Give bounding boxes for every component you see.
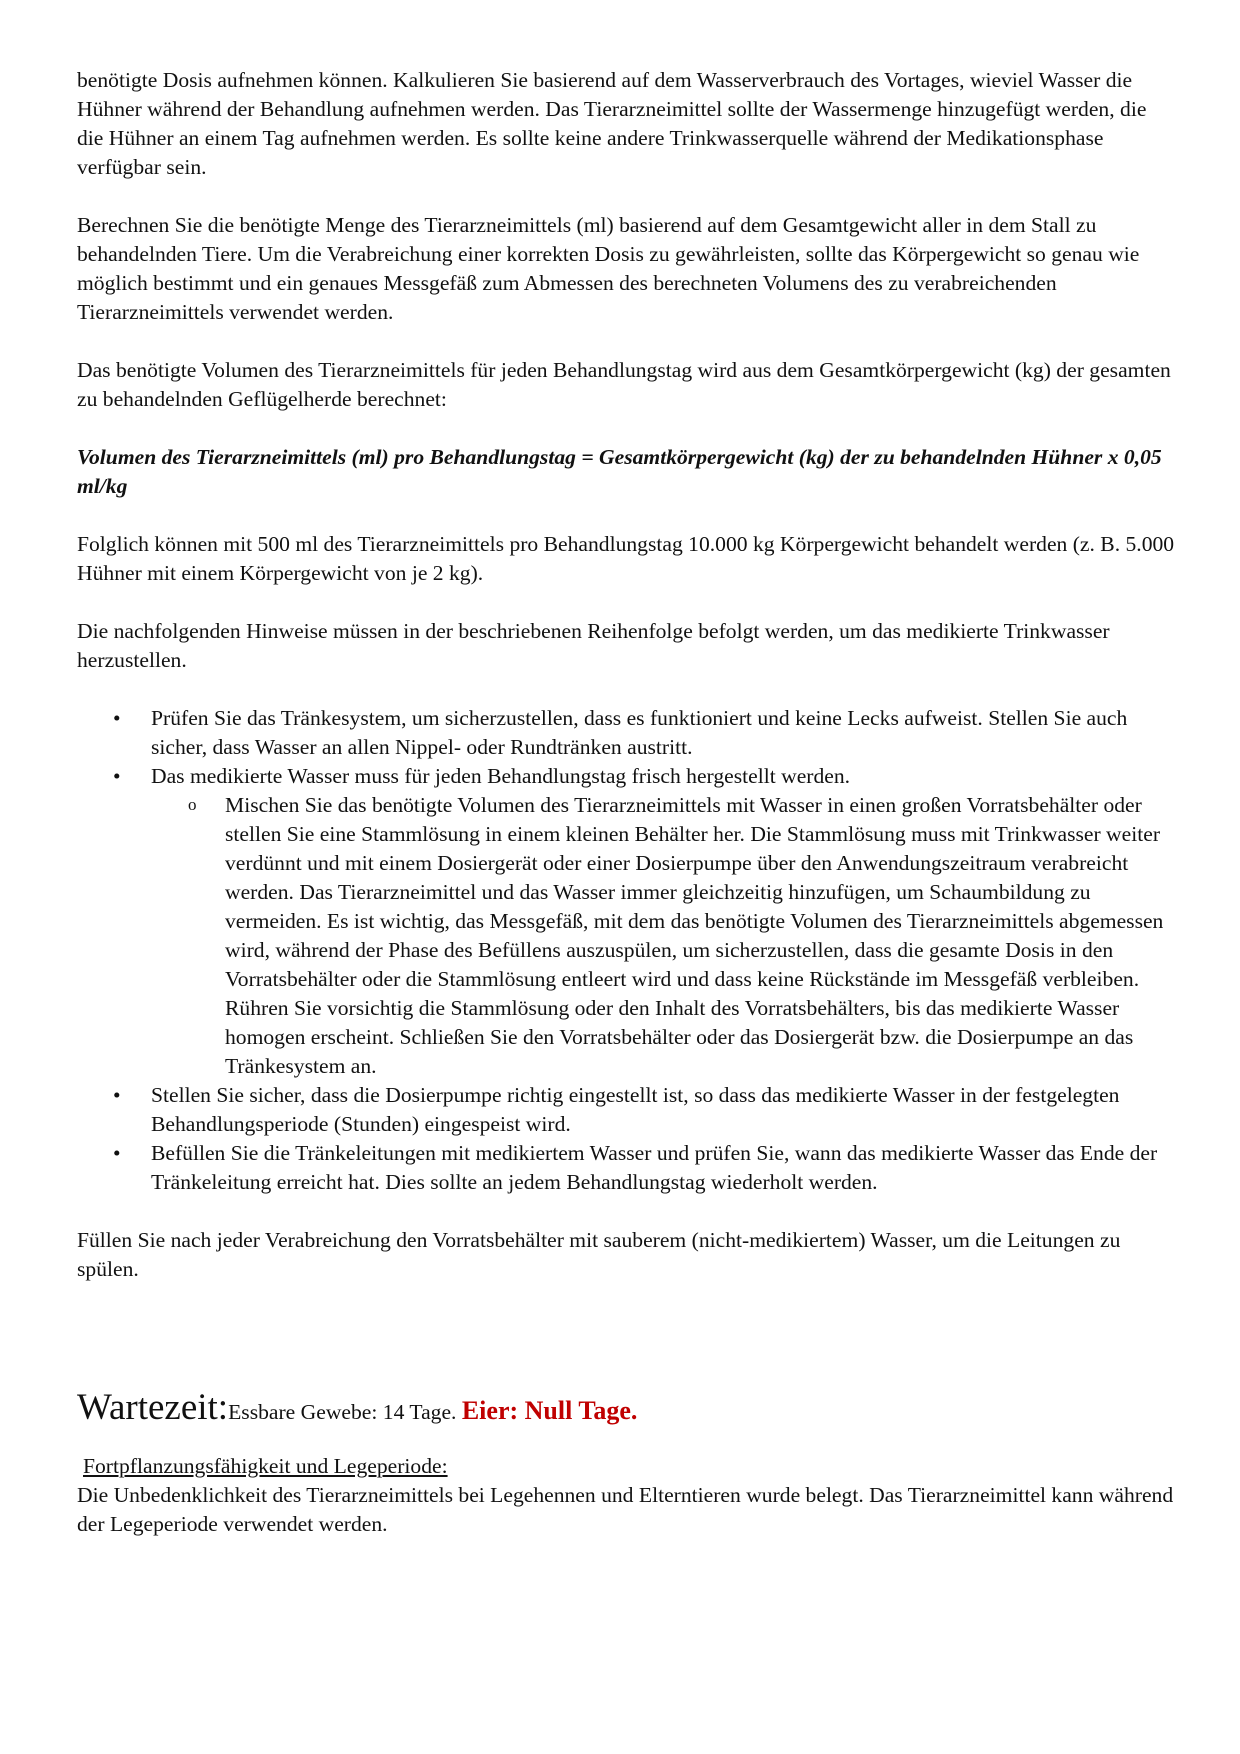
paragraph-rinse: Füllen Sie nach jeder Verabreichung den Vorratsbehälter mit sauberem (nicht-medikiertem) Wasser, um die Leitungen zu spülen.	[77, 1228, 1121, 1281]
instruction-list	[77, 704, 1177, 1197]
fertility-heading: Fortpflanzungsfähigkeit und Legeperiode:	[83, 1454, 448, 1478]
paragraph-water-consumption: benötigte Dosis aufnehmen können. Kalkulieren Sie basierend auf dem Wasserverbrauch des Vortages, wieviel Wasser die Hühner während der Behandlung aufnehmen werden. Das Tierarzneimittel sollte der Wassermenge hinzugefügt werden, die die Hühner an einem Tag aufnehmen werden. Es sollte keine andere Trinkwasserquelle während der Medikationsphase verfügbar sein.	[77, 68, 1147, 179]
list-item: • Prüfen Sie das Tränkesystem, um sicherzustellen, dass es funktioniert und keine Lecks aufweist. Stellen Sie auch sicher, dass Wasser an allen Nippel- oder Rundtränken austritt.	[151, 704, 1177, 762]
list-item: • Stellen Sie sicher, dass die Dosierpumpe richtig eingestellt ist, so dass das medikierte Wasser in der festgelegten Behandlungsperiode (Stunden) eingespeist wird.	[151, 1081, 1177, 1139]
dosage-formula: Volumen des Tierarzneimittels (ml) pro Behandlungstag = Gesamtkörpergewicht (kg) der zu behandelnden Hühner x 0,05 ml/kg	[77, 445, 1162, 498]
list-item: • Befüllen Sie die Tränkeleitungen mit medikiertem Wasser und prüfen Sie, wann das medikierte Wasser das Ende der Tränkeleitung erreicht hat. Dies sollte an jedem Behandlungstag wiederholt werden.	[151, 1139, 1177, 1197]
withdrawal-heading: Wartezeit:	[77, 1387, 229, 1428]
withdrawal-period	[77, 1388, 1177, 1428]
sub-list-item: o Mischen Sie das benötigte Volumen des Tierarzneimittels mit Wasser in einen großen Vorratsbehälter oder stellen Sie eine Stammlösung in einem kleinen Behälter her. Die Stammlösung muss mit Trinkwasser weiter verdünnt und mit einem Dosiergerät oder einer Dosierpumpe über den Anwendungszeitraum verabreicht werden. Das Tierarzneimittel und das Wasser immer gleichzeitig hinzufügen, um Schaumbildung zu vermeiden. Es ist wichtig, das Messgefäß, mit dem das benötigte Volumen des Tierarzneimittels abgemessen wird, während der Phase des Befüllens auszuspülen, um sicherzustellen, dass die gesamte Dosis in den Vorratsbehälter oder die Stammlösung entleert wird und dass keine Rückstände im Messgefäß verbleiben. Rühren Sie vorsichtig die Stammlösung oder den Inhalt des Vorratsbehälters, bis das medikierte Wasser homogen erscheint. Schließen Sie den Vorratsbehälter oder das Dosiergerät bzw. die Dosierpumpe an das Tränkesystem an.	[225, 791, 1177, 1081]
withdrawal-tissue: Essbare Gewebe: 14 Tage.	[228, 1400, 457, 1424]
paragraph-example: Folglich können mit 500 ml des Tierarzneimittels pro Behandlungstag 10.000 kg Körpergewicht behandelt werden (z. B. 5.000 Hühner mit einem Körpergewicht von je 2 kg).	[77, 532, 1175, 585]
sub-list	[151, 791, 1177, 1081]
paragraph-volume-intro: Das benötigte Volumen des Tierarzneimittels für jeden Behandlungstag wird aus dem Gesamtkörpergewicht (kg) der gesamten zu behandelnden Geflügelherde berechnet:	[77, 358, 1171, 411]
fertility-text: Die Unbedenklichkeit des Tierarzneimittels bei Legehennen und Elterntieren wurde belegt. Das Tierarzneimittel kann während der Legeperiode verwendet werden.	[77, 1483, 1174, 1536]
paragraph-dose-calculation: Berechnen Sie die benötigte Menge des Tierarzneimittels (ml) basierend auf dem Gesamtgewicht aller in dem Stall zu behandelnden Tiere. Um die Verabreichung einer korrekten Dosis zu gewährleisten, sollte das Körpergewicht so genau wie möglich bestimmt und ein genaues Messgefäß zum Abmessen des berechneten Volumens des zu verabreichenden Tierarzneimittels verwendet werden.	[77, 213, 1140, 324]
list-item: • Das medikierte Wasser muss für jeden Behandlungstag frisch hergestellt werden. o Mischen Sie das benötigte Volumen des Tierarzneimittels mit Wasser in einen großen Vorratsbehälter oder stellen Sie eine Stammlösung in einem kleinen Behälter her. Die Stammlösung muss mit Trinkwasser weiter verdünnt und mit einem Dosiergerät oder einer Dosierpumpe über den Anwendungszeitraum verabreicht werden. Das Tierarzneimittel und das Wasser immer gleichzeitig hinzufügen, um Schaumbildung zu vermeiden. Es ist wichtig, das Messgefäß, mit dem das benötigte Volumen des Tierarzneimittels abgemessen wird, während der Phase des Befüllens auszuspülen, um sicherzustellen, dass die gesamte Dosis in den Vorratsbehälter oder die Stammlösung entleert wird und dass keine Rückstände im Messgefäß verbleiben. Rühren Sie vorsichtig die Stammlösung oder den Inhalt des Vorratsbehälters, bis das medikierte Wasser homogen erscheint. Schließen Sie den Vorratsbehälter oder das Dosiergerät bzw. die Dosierpumpe an das Tränkesystem an.	[151, 762, 1177, 1081]
withdrawal-eggs: Eier: Null Tage.	[461, 1396, 638, 1425]
document-page	[77, 66, 1177, 1539]
paragraph-instructions-intro: Die nachfolgenden Hinweise müssen in der beschriebenen Reihenfolge befolgt werden, um das medikierte Trinkwasser herzustellen.	[77, 619, 1110, 672]
